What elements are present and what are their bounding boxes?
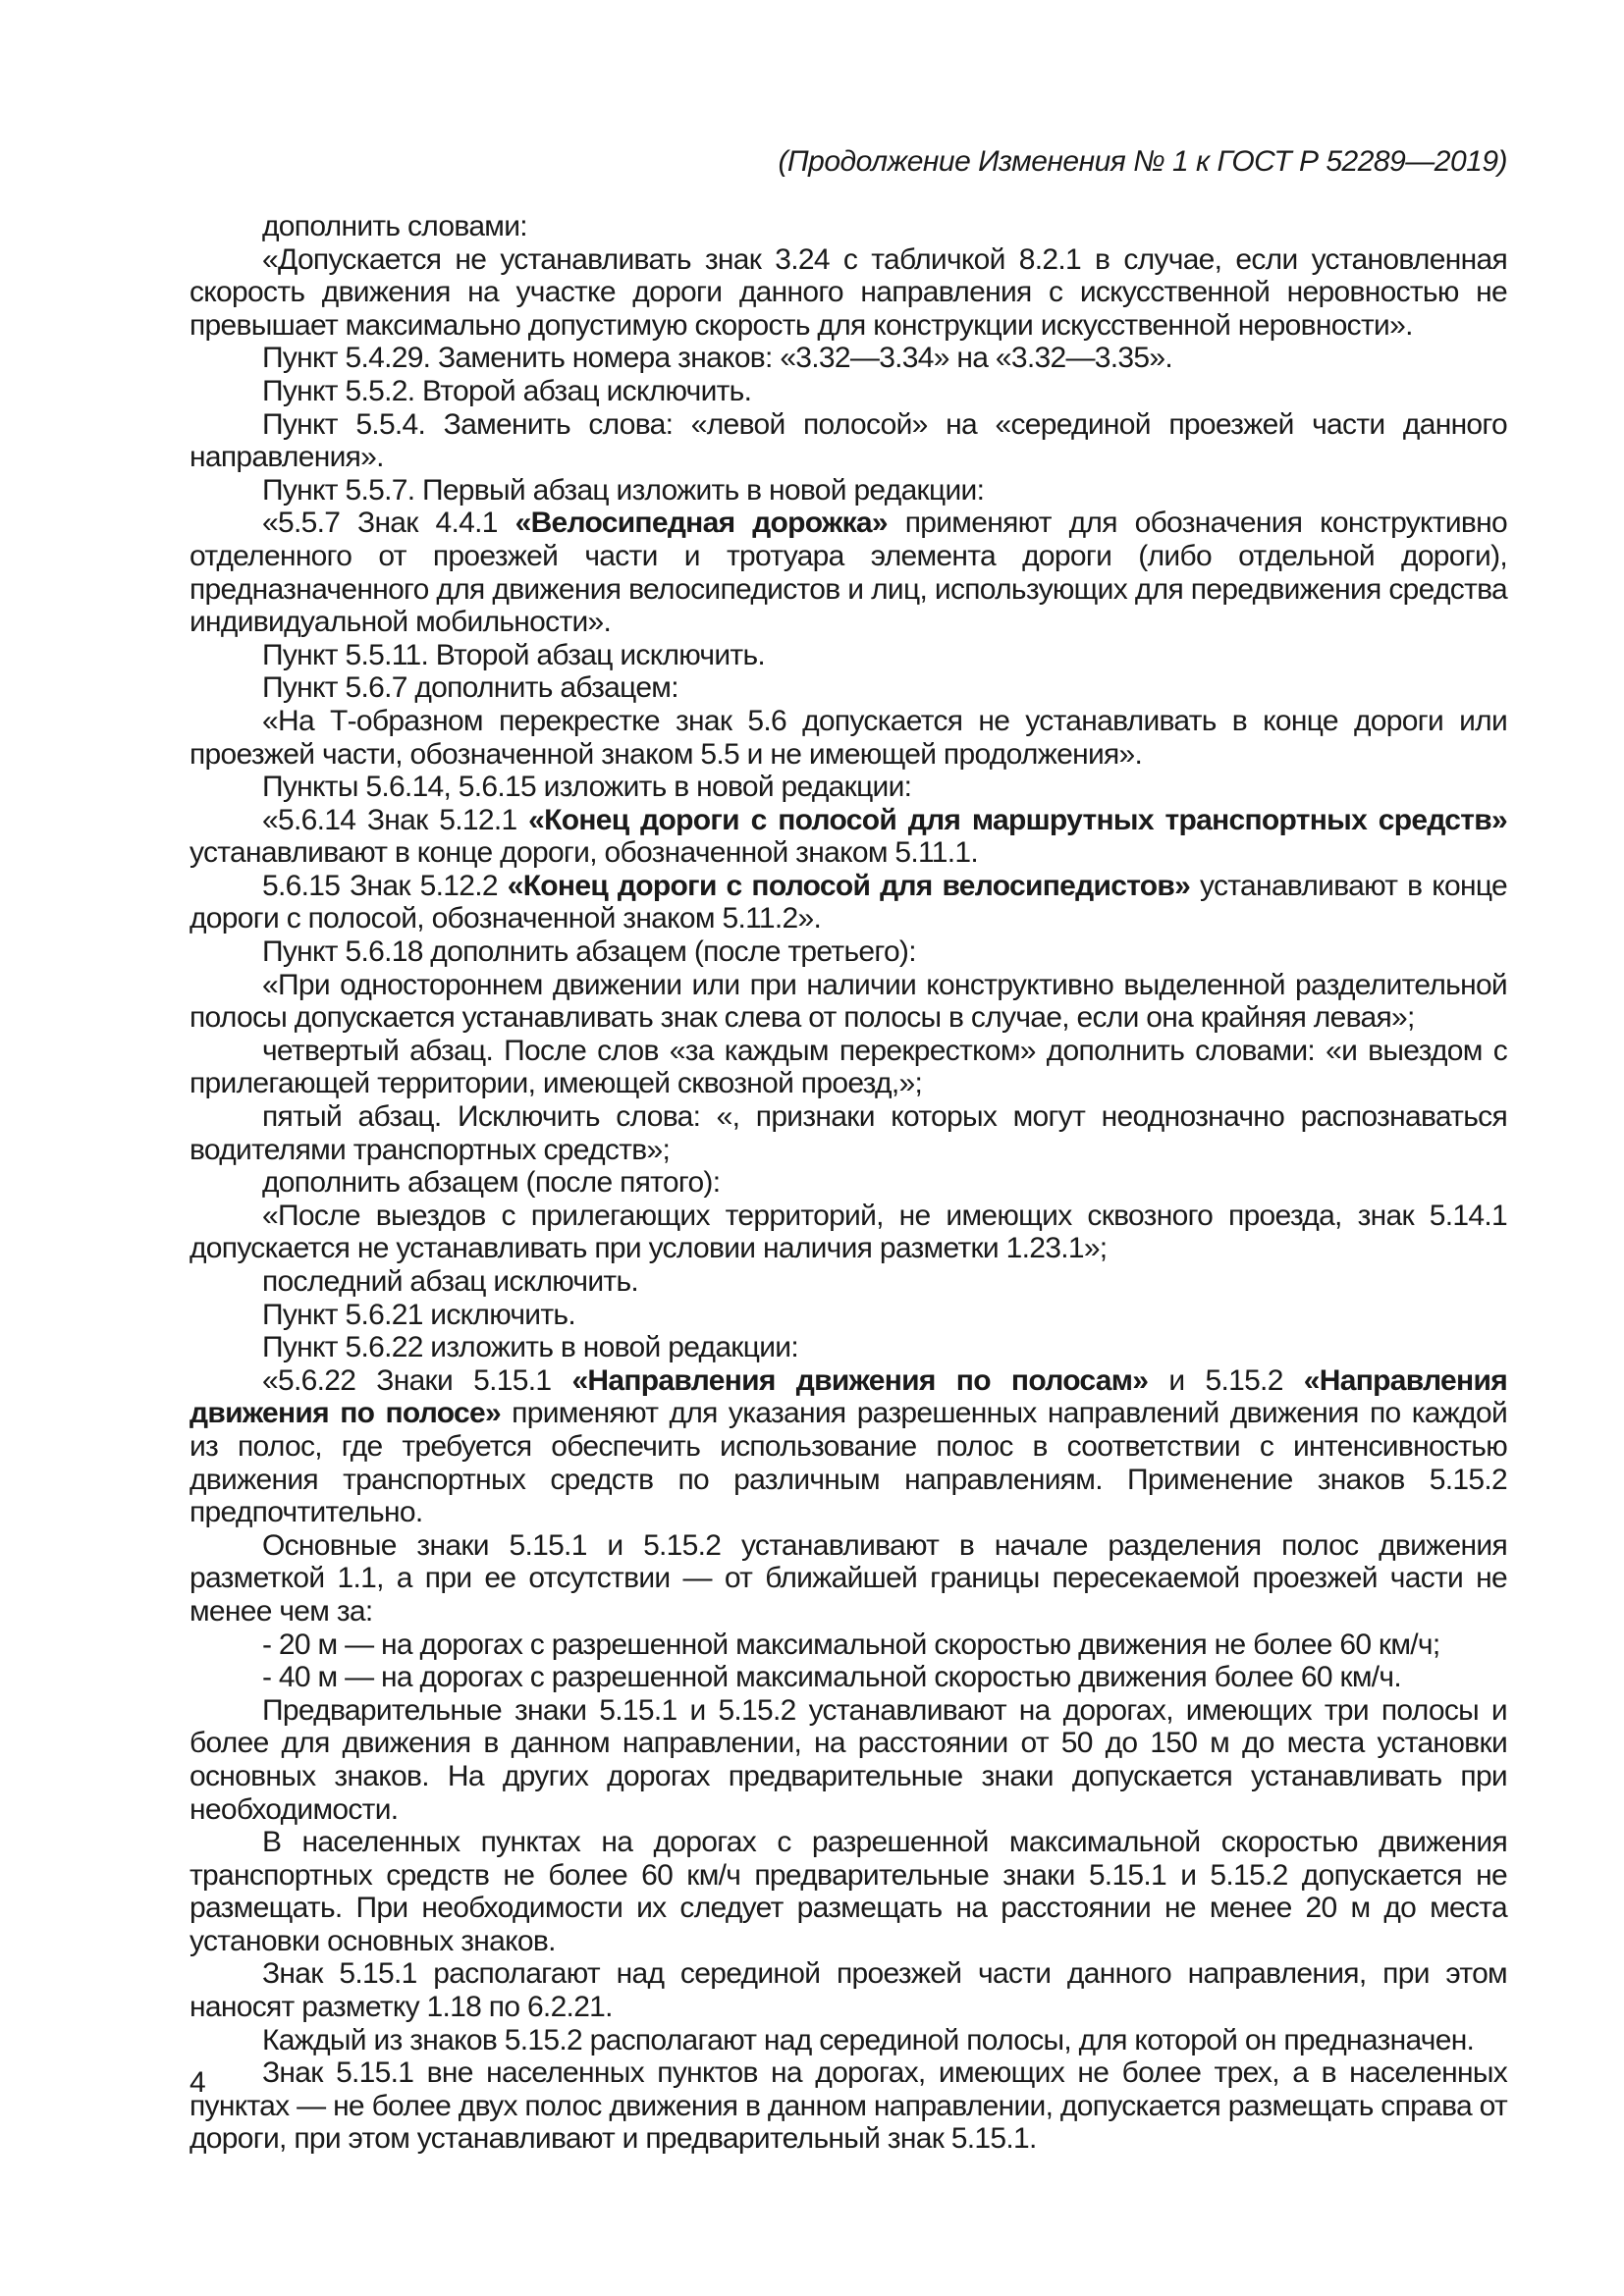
paragraph: Пункт 5.6.18 дополнить абзацем (после третьего): (262, 935, 916, 969)
paragraph: пятый абзац. Исключить слова: «, признаки которых могут неоднозначно распознаваться водителями транспортных средств»; (189, 1100, 1507, 1166)
paragraph: В населенных пунктах на дорогах с разрешенной максимальной скоростью движения транспортных средств не более 60 км/ч предварительные знаки 5.15.1 и 5.15.2 допускается не размещать. При необходимости их следует размещать на расстоянии не менее 20 м до места установки основных знаков. (189, 1826, 1507, 1957)
page-number: 4 (189, 2066, 206, 2099)
paragraph: Пункт 5.5.2. Второй абзац исключить. (262, 374, 752, 407)
paragraph: Предварительные знаки 5.15.1 и 5.15.2 устанавливают на дорогах, имеющих три полосы и более для движения в данном направлении, на расстоянии от 50 до 150 м до места установки основных знаков. На других дорогах предварительные знаки допускается устанавливать при необходимости. (189, 1693, 1507, 1826)
paragraph: Основные знаки 5.15.1 и 5.15.2 устанавливают в начале разделения полос движения разметкой 1.1, а при ее отсутствии — от ближайшей границы пересекаемой проезжей части не менее чем за: (189, 1528, 1507, 1628)
paragraph: Пункт 5.4.29. Заменить номера знаков: «3.32—3.34» на «3.32—3.35». (262, 342, 1172, 375)
paragraph: четвертый абзац. После слов «за каждым перекрестком» дополнить словами: «и выездом с прилегающей территории, имеющей сквозной проезд,»; (189, 1034, 1507, 1100)
paragraph: «5.6.22 Знаки 5.15.1 «Направления движения по полосам» и 5.15.2 «Направления движения по полосе» применяют для указания разрешенных направлений движения по каждой из полос, где требуется обеспечить использование полос в соответствии с интенсивностью движения транспортных средств по различным направлениям. Применение знаков 5.15.2 предпочтительно. (189, 1363, 1508, 1529)
paragraph: «5.6.14 Знак 5.12.1 «Конец дороги с полосой для маршрутных транспортных средств» устанавливают в конце дороги, обозначенной знаком 5.11.1. (189, 803, 1507, 870)
paragraph: Пункт 5.5.4. Заменить слова: «левой полосой» на «серединой проезжей части данного направления». (189, 407, 1507, 474)
paragraph: Пункты 5.6.14, 5.6.15 изложить в новой редакции: (262, 771, 912, 804)
document-body (189, 210, 1507, 2156)
paragraph: Пункт 5.5.7. Первый абзац изложить в новой редакции: (262, 473, 985, 507)
paragraph: Пункт 5.6.7 дополнить абзацем: (262, 671, 678, 705)
paragraph: «После выездов с прилегающих территорий, не имеющих сквозного проезда, знак 5.14.1 допускается не устанавливать при условии наличия разметки 1.23.1»; (189, 1199, 1507, 1265)
paragraph: Пункт 5.6.21 исключить. (262, 1298, 575, 1331)
paragraph: «При одностороннем движении или при наличии конструктивно выделенной разделительной полосы допускается устанавливать знак слева от полосы в случае, если она крайняя левая»; (189, 968, 1507, 1035)
paragraph: «5.5.7 Знак 4.4.1 «Велосипедная дорожка» применяют для обозначения конструктивно отделенного от проезжей части и тротуара элемента дороги (либо отдельной дороги), предназначенного для движения велосипедистов и лиц, использующих для передвижения средства индивидуальной мобильности». (189, 507, 1507, 639)
document-header: (Продолжение Изменения № 1 к ГОСТ Р 52289—2019) (778, 145, 1507, 178)
paragraph: последний абзац исключить. (262, 1265, 639, 1298)
paragraph: дополнить абзацем (после пятого): (262, 1166, 721, 1200)
paragraph: дополнить словами: (262, 210, 527, 242)
paragraph: Пункт 5.6.22 изложить в новой редакции: (262, 1331, 798, 1364)
paragraph: Пункт 5.5.11. Второй абзац исключить. (262, 638, 766, 671)
paragraph: «На Т-образном перекрестке знак 5.6 допускается не устанавливать в конце дороги или проезжей части, обозначенной знаком 5.5 и не имеющей продолжения». (189, 704, 1507, 771)
paragraph: - 40 м — на дорогах с разрешенной максимальной скоростью движения более 60 км/ч. (262, 1661, 1401, 1694)
paragraph: Знак 5.15.1 вне населенных пунктов на дорогах, имеющих не более трех, а в населенных пунктах — не более двух полос движения в данном направлении, допускается размещать справа от дороги, при этом устанавливают и предварительный знак 5.15.1. (189, 2056, 1507, 2156)
paragraph: - 20 м — на дорогах с разрешенной максимальной скоростью движения не более 60 км/ч; (262, 1628, 1440, 1661)
paragraph: 5.6.15 Знак 5.12.2 «Конец дороги с полосой для велосипедистов» устанавливают в конце дороги с полосой, обозначенной знаком 5.11.2». (189, 869, 1507, 935)
paragraph: Каждый из знаков 5.15.2 располагают над серединой полосы, для которой он предназначен. (262, 2023, 1475, 2056)
paragraph: Знак 5.15.1 располагают над серединой проезжей части данного направления, при этом наносят разметку 1.18 по 6.2.21. (189, 1957, 1507, 2024)
paragraph: «Допускается не устанавливать знак 3.24 с табличкой 8.2.1 в случае, если установленная скорость движения на участке дороги данного направления с искусственной неровностью не превышает максимально допустимую скорость для конструкции искусственной неровности». (189, 242, 1507, 342)
